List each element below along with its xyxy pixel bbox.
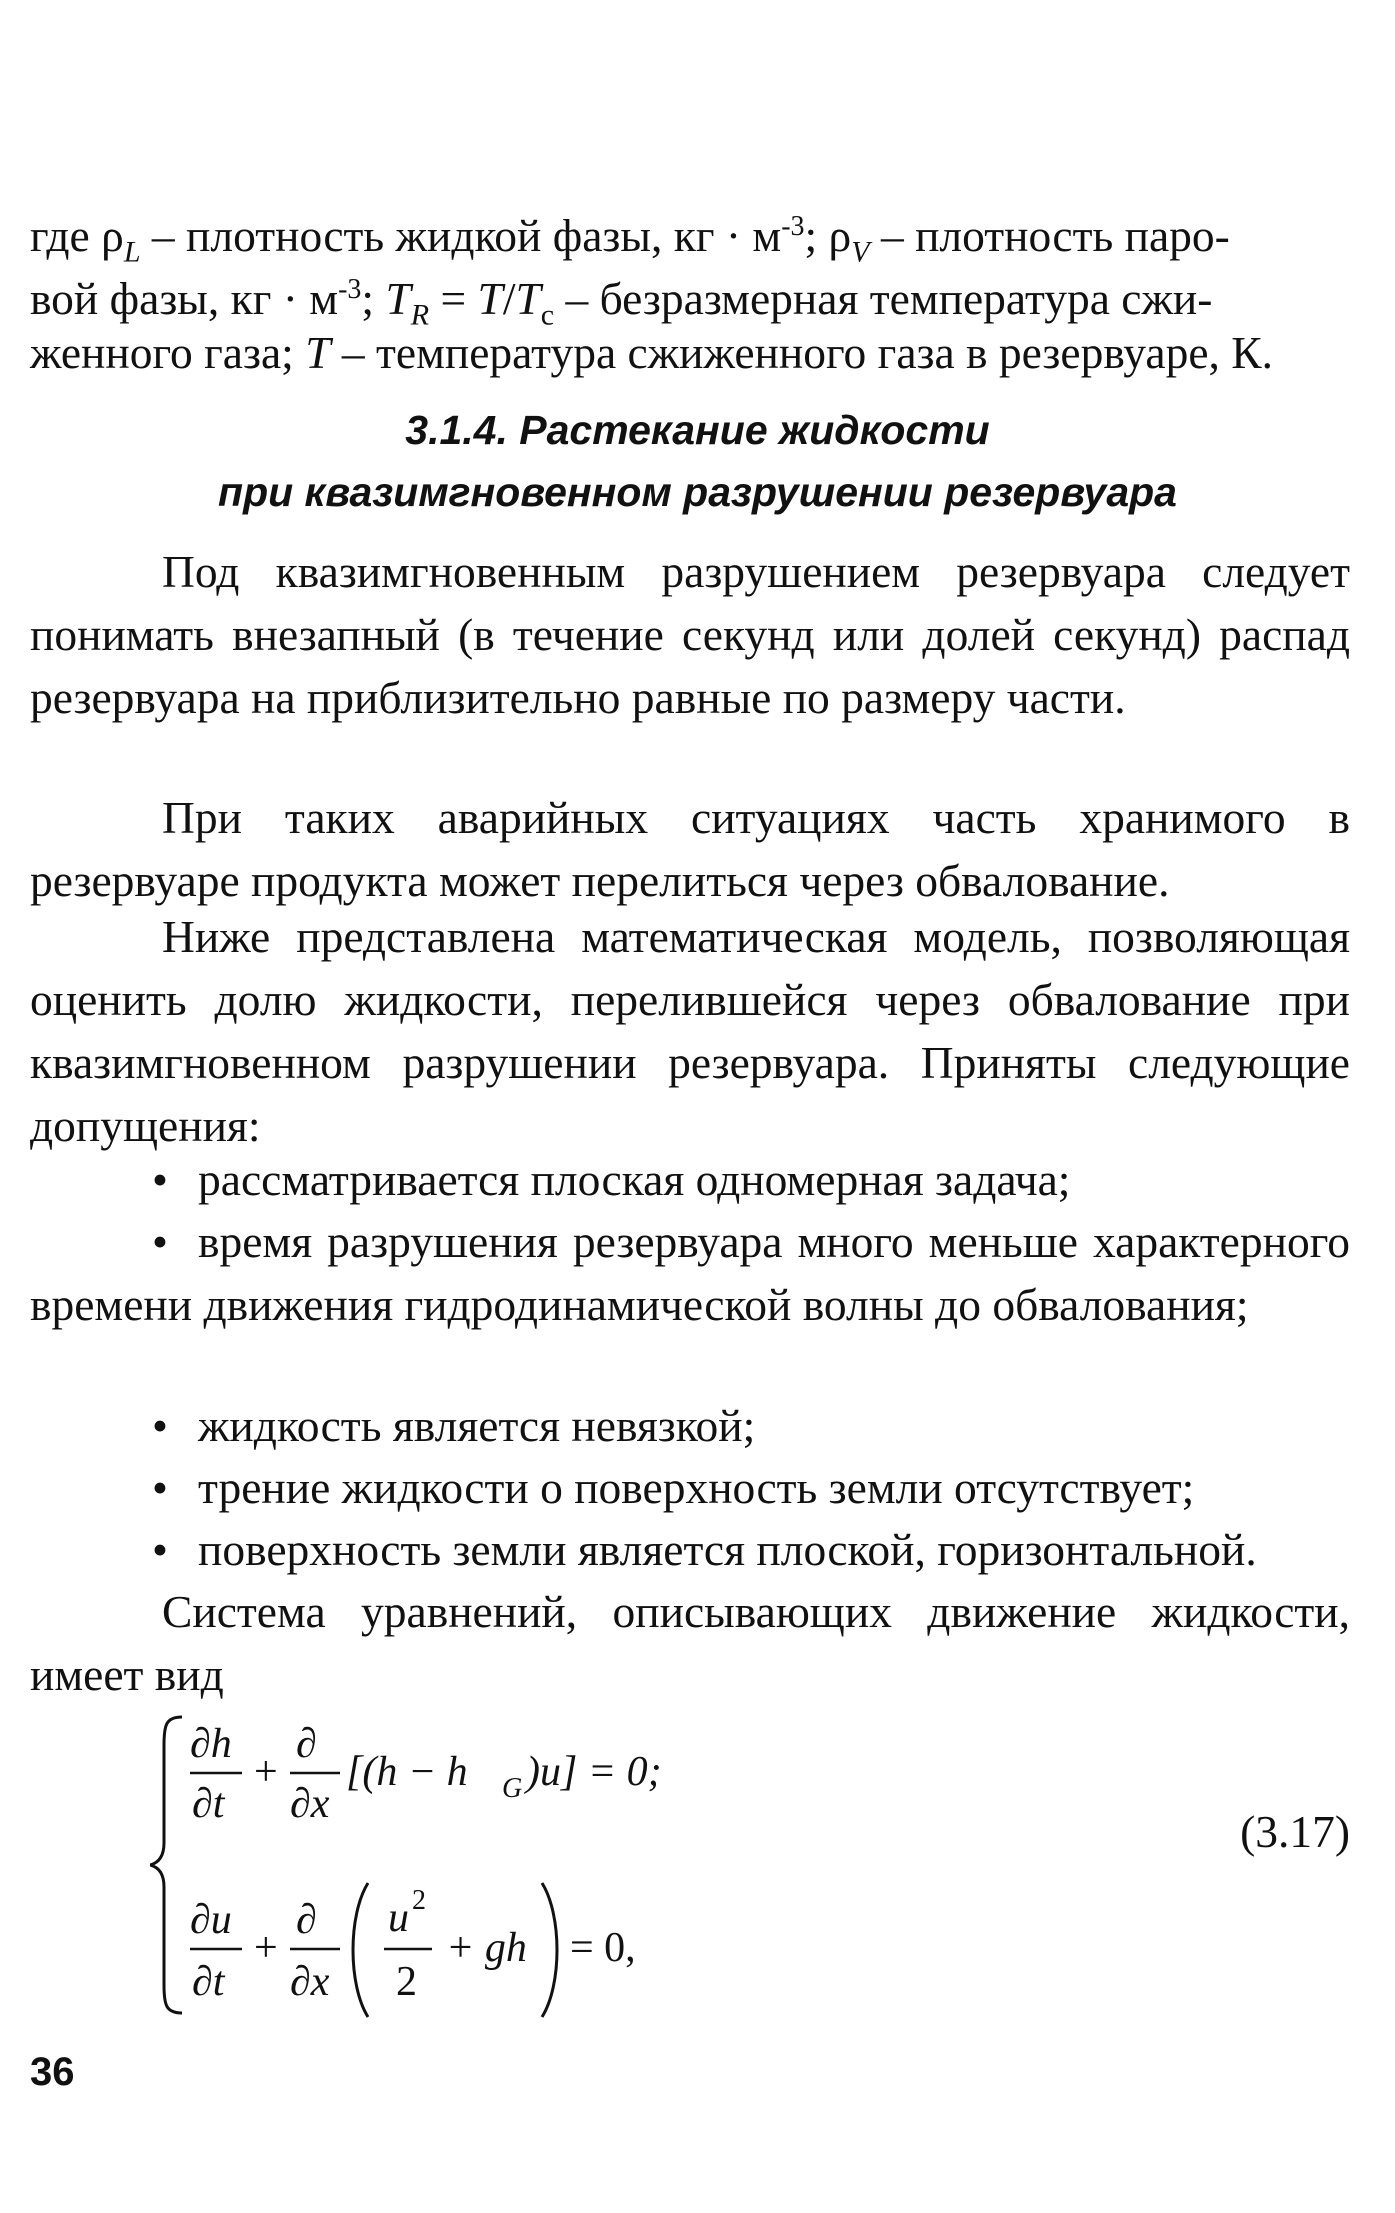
bullet-dot-icon: •: [152, 1462, 168, 1513]
system-intro: Система уравнений, описывающих движение жидкости, имеет вид: [30, 1586, 1350, 1700]
bullet-item-2: • время разрушения резервуара много меньше характерного времени движения гидродинамической волны до обвалования;: [30, 1210, 1350, 1336]
paragraph-3: Ниже представлена математическая модель, позволяющая оценить долю жидкости, перелившейся через обвалование при квазимгновенном разрушении резервуара. Приняты следующие допущения:: [30, 911, 1350, 1151]
eq1-dx: ∂x: [290, 1781, 330, 1827]
eq1-bracket: [(h − h: [346, 1749, 468, 1795]
eq1-numerator: ∂h: [190, 1721, 232, 1767]
eq2-right-paren: [542, 1883, 557, 2017]
eq2-two: 2: [396, 1959, 417, 2005]
eq2-dx: ∂x: [290, 1959, 330, 2005]
paragraph-2: При таких аварийных ситуациях часть хранимого в резервуаре продукта может перелиться через обвалование.: [30, 792, 1350, 906]
bullet-dot-icon: •: [152, 1400, 168, 1451]
bullet-item-1: • рассматривается плоская одномерная задача;: [30, 1148, 1350, 1211]
equation-graphic: [150, 1705, 1350, 2025]
bullet-item-5: • поверхность земли является плоской, горизонтальной.: [30, 1518, 1350, 1581]
eq2-left-paren: [353, 1883, 368, 2017]
eq1-denominator: ∂t: [192, 1781, 225, 1827]
eq1-subscript: G: [502, 1773, 523, 1804]
page-number: 36: [30, 2050, 75, 2094]
section-heading-line-2: при квазимгновенном разрушении резервуара: [218, 469, 1177, 515]
paragraph-1: Под квазимгновенным разрушением резервуара следует понимать внезапный (в течение секунд или долей секунд) распад резервуара на приблизительно равные по размеру части.: [30, 546, 1350, 723]
intro-line-2: вой фазы, кг · $м^{-3}$; $T_R = T/T_c$ – безразмерная температура сжи-: [30, 273, 1213, 332]
bullet-dot-icon: •: [152, 1524, 168, 1575]
eq2-gh: + gh: [446, 1925, 527, 1971]
eq2-end: = 0,: [570, 1925, 636, 1971]
eq2-u: u: [388, 1895, 409, 1941]
equation-system: [150, 1705, 1350, 2025]
bullet-dot-icon: •: [152, 1216, 168, 1267]
eq2-plus: +: [254, 1925, 278, 1971]
eq1-d: ∂: [296, 1721, 317, 1767]
bullet-item-3: • жидкость является невязкой;: [30, 1394, 1350, 1457]
eq2-square: 2: [412, 1885, 426, 1916]
equation-number: (3.17): [1240, 1806, 1350, 1857]
eq1-rest: )u] = 0;: [526, 1749, 662, 1795]
eq2-numerator: ∂u: [190, 1897, 232, 1943]
intro-line-1: где $\rho_L$ – плотность жидкой фазы, кг · $м^{-3}$; $\rho_V$ – плотность паро-: [30, 210, 1230, 269]
eq1-plus: +: [254, 1749, 278, 1795]
section-heading-line-1: 3.1.4. Растекание жидкости: [405, 407, 990, 453]
curly-brace: [150, 1717, 182, 2013]
eq2-d: ∂: [296, 1897, 317, 1943]
intro-line-3: женного газа; T – температура сжиженного газа в резервуаре, К.: [30, 327, 1274, 378]
bullet-item-4: • трение жидкости о поверхность земли отсутствует;: [30, 1456, 1350, 1519]
bullet-dot-icon: •: [152, 1154, 168, 1205]
eq2-denominator: ∂t: [192, 1959, 225, 2005]
